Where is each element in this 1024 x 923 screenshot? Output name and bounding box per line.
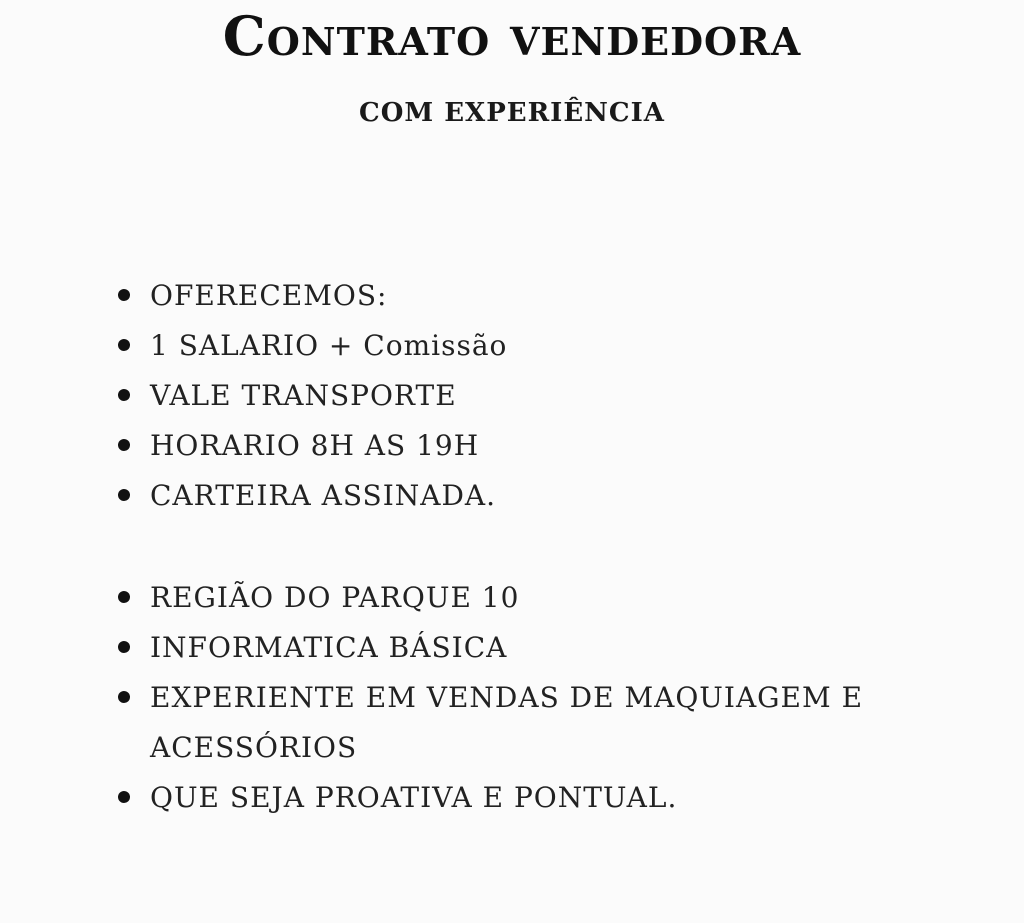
list-item-text: INFORMATICA BÁSICA [150, 631, 508, 664]
list-item-text: OFERECEMOS: [150, 279, 388, 312]
list-item [116, 573, 976, 623]
page-title: Contrato vendedora [222, 4, 802, 68]
requirements-list [116, 573, 976, 823]
list-item-text: EXPERIENTE EM VENDAS DE MAQUIAGEM E [150, 681, 864, 714]
list-item [116, 471, 976, 521]
list-item [116, 371, 976, 421]
bullet-icon [118, 389, 130, 401]
list-item-text: QUE SEJA PROATIVA E PONTUAL. [150, 781, 678, 814]
list-item-text: HORARIO 8H AS 19H [150, 429, 480, 462]
list-item-text: REGIÃO DO PARQUE 10 [150, 581, 520, 614]
bullet-icon [118, 791, 130, 803]
list-item [116, 673, 976, 773]
list-item-text-continued: ACESSÓRIOS [150, 731, 358, 764]
list-item [116, 773, 976, 823]
bullet-icon [118, 691, 130, 703]
list-item [116, 271, 976, 321]
bullet-icon [118, 489, 130, 501]
bullet-icon [118, 439, 130, 451]
bullet-icon [118, 339, 130, 351]
list-item-text: 1 SALARIO + Comissão [150, 329, 508, 362]
list-item-text: VALE TRANSPORTE [150, 379, 457, 412]
bullet-icon [118, 591, 130, 603]
offer-list [116, 271, 976, 521]
page-subtitle: COM EXPERIÊNCIA [359, 98, 665, 128]
bullet-icon [118, 289, 130, 301]
list-item [116, 321, 976, 371]
list-item-text: CARTEIRA ASSINADA. [150, 479, 497, 512]
list-item [116, 421, 976, 471]
list-item [116, 623, 976, 673]
bullet-icon [118, 641, 130, 653]
